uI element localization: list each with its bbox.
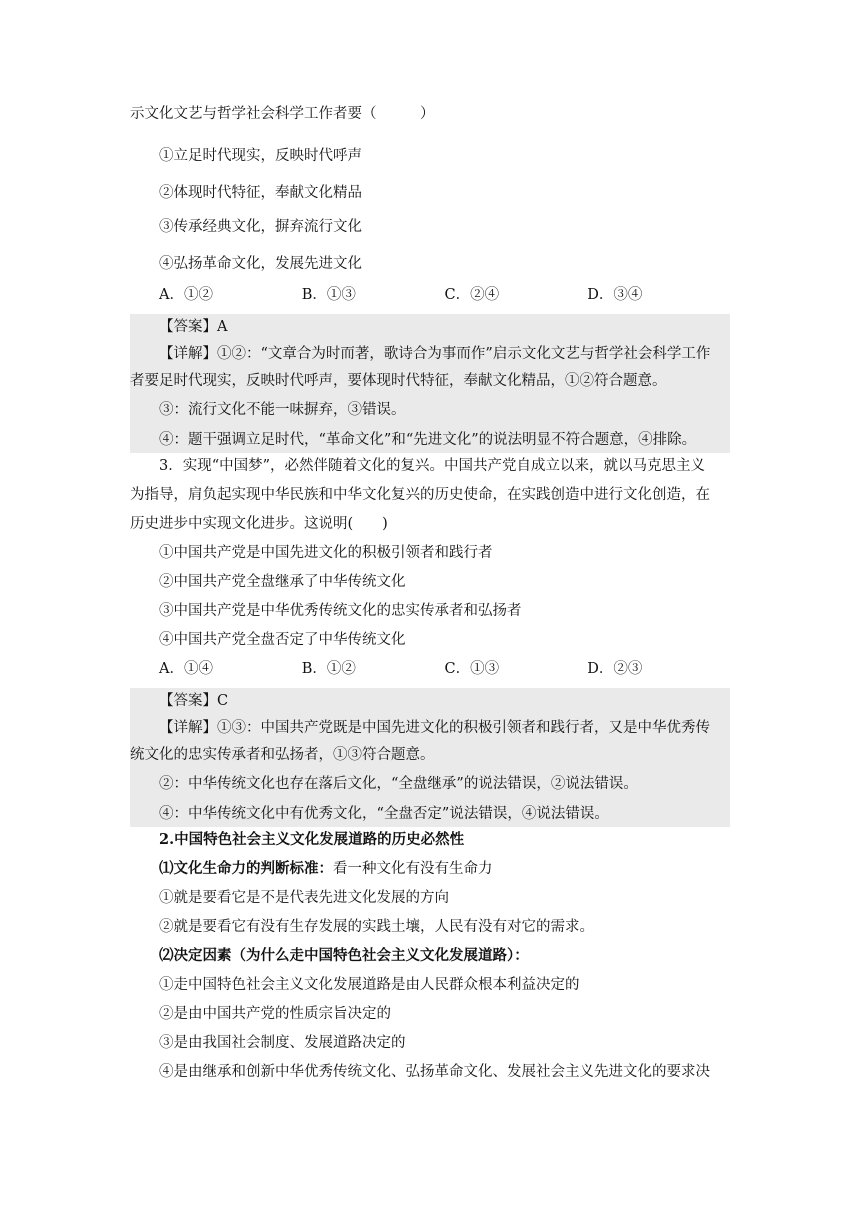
q3-detail-3: ②：中华传统文化也存在落后文化，“全盘继承”的说法错误，②说法错误。	[159, 776, 638, 792]
q2-item-2: ②体现时代特征，奉献文化精品	[159, 185, 362, 201]
q3-option-b: B．①②	[301, 661, 356, 677]
criteria-item-1: ①就是要看它是不是代表先进文化发展的方向	[159, 890, 449, 906]
q3-option-c: C．①③	[444, 661, 500, 677]
factor-item-1: ①走中国特色社会主义文化发展道路是由人民群众根本利益决定的	[159, 977, 580, 993]
q3-detail-4: ④：中华传统文化中有优秀文化，“全盘否定”说法错误，④说法错误。	[159, 806, 609, 822]
section-heading: 2.中国特色社会主义文化发展道路的历史必然性	[159, 831, 465, 848]
criteria-label: ⑴文化生命力的判断标准：	[159, 860, 333, 877]
criteria-text: 看一种文化有没有生命力	[333, 861, 493, 877]
q3-detail-1: 【详解】①③：中国共产党既是中国先进文化的积极引领者和践行者，又是中华优秀传	[159, 720, 710, 736]
q2-item-4: ④弘扬革命文化，发展先进文化	[159, 256, 362, 272]
q3-answer-block	[130, 688, 730, 827]
q2-answer: 【答案】A	[159, 319, 228, 335]
q3-option-a: A．①④	[159, 661, 213, 677]
q2-detail-4: ④：题干强调立足时代，“革命文化”和“先进文化”的说法明显不符合题意，④排除。	[159, 432, 697, 448]
criteria-item-2: ②就是要看它有没有生存发展的实践土壤，人民有没有对它的需求。	[159, 919, 594, 935]
q3-option-d: D．②③	[587, 661, 643, 677]
q2-item-1: ①立足时代现实，反映时代呼声	[159, 148, 362, 164]
criteria-paragraph	[130, 859, 730, 879]
q3-item-2: ②中国共产党全盘继承了中华传统文化	[159, 574, 406, 590]
q3-item-1: ①中国共产党是中国先进文化的积极引领者和践行者	[159, 545, 493, 561]
q2-detail-3: ③：流行文化不能一味摒弃，③错误。	[159, 402, 406, 418]
q3-item-3: ③中国共产党是中华优秀传统文化的忠实传承者和弘扬者	[159, 603, 522, 619]
q2-answer-block	[130, 314, 730, 453]
q3-stem-3: 历史进步中实现文化进步。这说明( )	[130, 516, 388, 532]
q3-item-4: ④中国共产党全盘否定了中华传统文化	[159, 632, 406, 648]
factor-item-4: ④是由继承和创新中华优秀传统文化、弘扬革命文化、发展社会主义先进文化的要求决	[159, 1064, 710, 1080]
q2-option-d: D．③④	[587, 287, 643, 303]
factor-item-3: ③是由我国社会制度、发展道路决定的	[159, 1035, 406, 1051]
q2-option-a: A．①②	[159, 287, 213, 303]
q2-option-b: B．①③	[301, 287, 356, 303]
q3-stem-1: 3．实现“中国梦”，必然伴随着文化的复兴。中国共产党自成立以来，就以马克思主义	[159, 458, 706, 474]
q2-detail-2: 者要足时代现实，反映时代呼声，要体现时代特征，奉献文化精品，①②符合题意。	[130, 373, 667, 389]
document-page	[130, 104, 730, 1091]
q2-option-c: C．②④	[444, 287, 500, 303]
q3-detail-2: 统文化的忠实传承者和弘扬者，①③符合题意。	[130, 747, 435, 763]
q3-options	[130, 659, 730, 679]
q2-item-3: ③传承经典文化，摒弃流行文化	[159, 219, 362, 235]
q3-stem-2: 为指导，肩负起实现中华民族和中华文化复兴的历史使命，在实践创造中进行文化创造，在	[130, 487, 710, 503]
q3-answer: 【答案】C	[159, 693, 229, 709]
q2-options	[130, 285, 730, 305]
factor-item-2: ②是由中国共产党的性质宗旨决定的	[159, 1006, 391, 1022]
q2-detail-1: 【详解】①②：“文章合为时而著，歌诗合为事而作”启示文化文艺与哲学社会科学工作	[159, 346, 711, 362]
q2-stem-tail: 示文化文艺与哲学社会科学工作者要（ ）	[130, 106, 435, 122]
factors-label: ⑵决定因素（为什么走中国特色社会主义文化发展道路）：	[159, 947, 529, 964]
